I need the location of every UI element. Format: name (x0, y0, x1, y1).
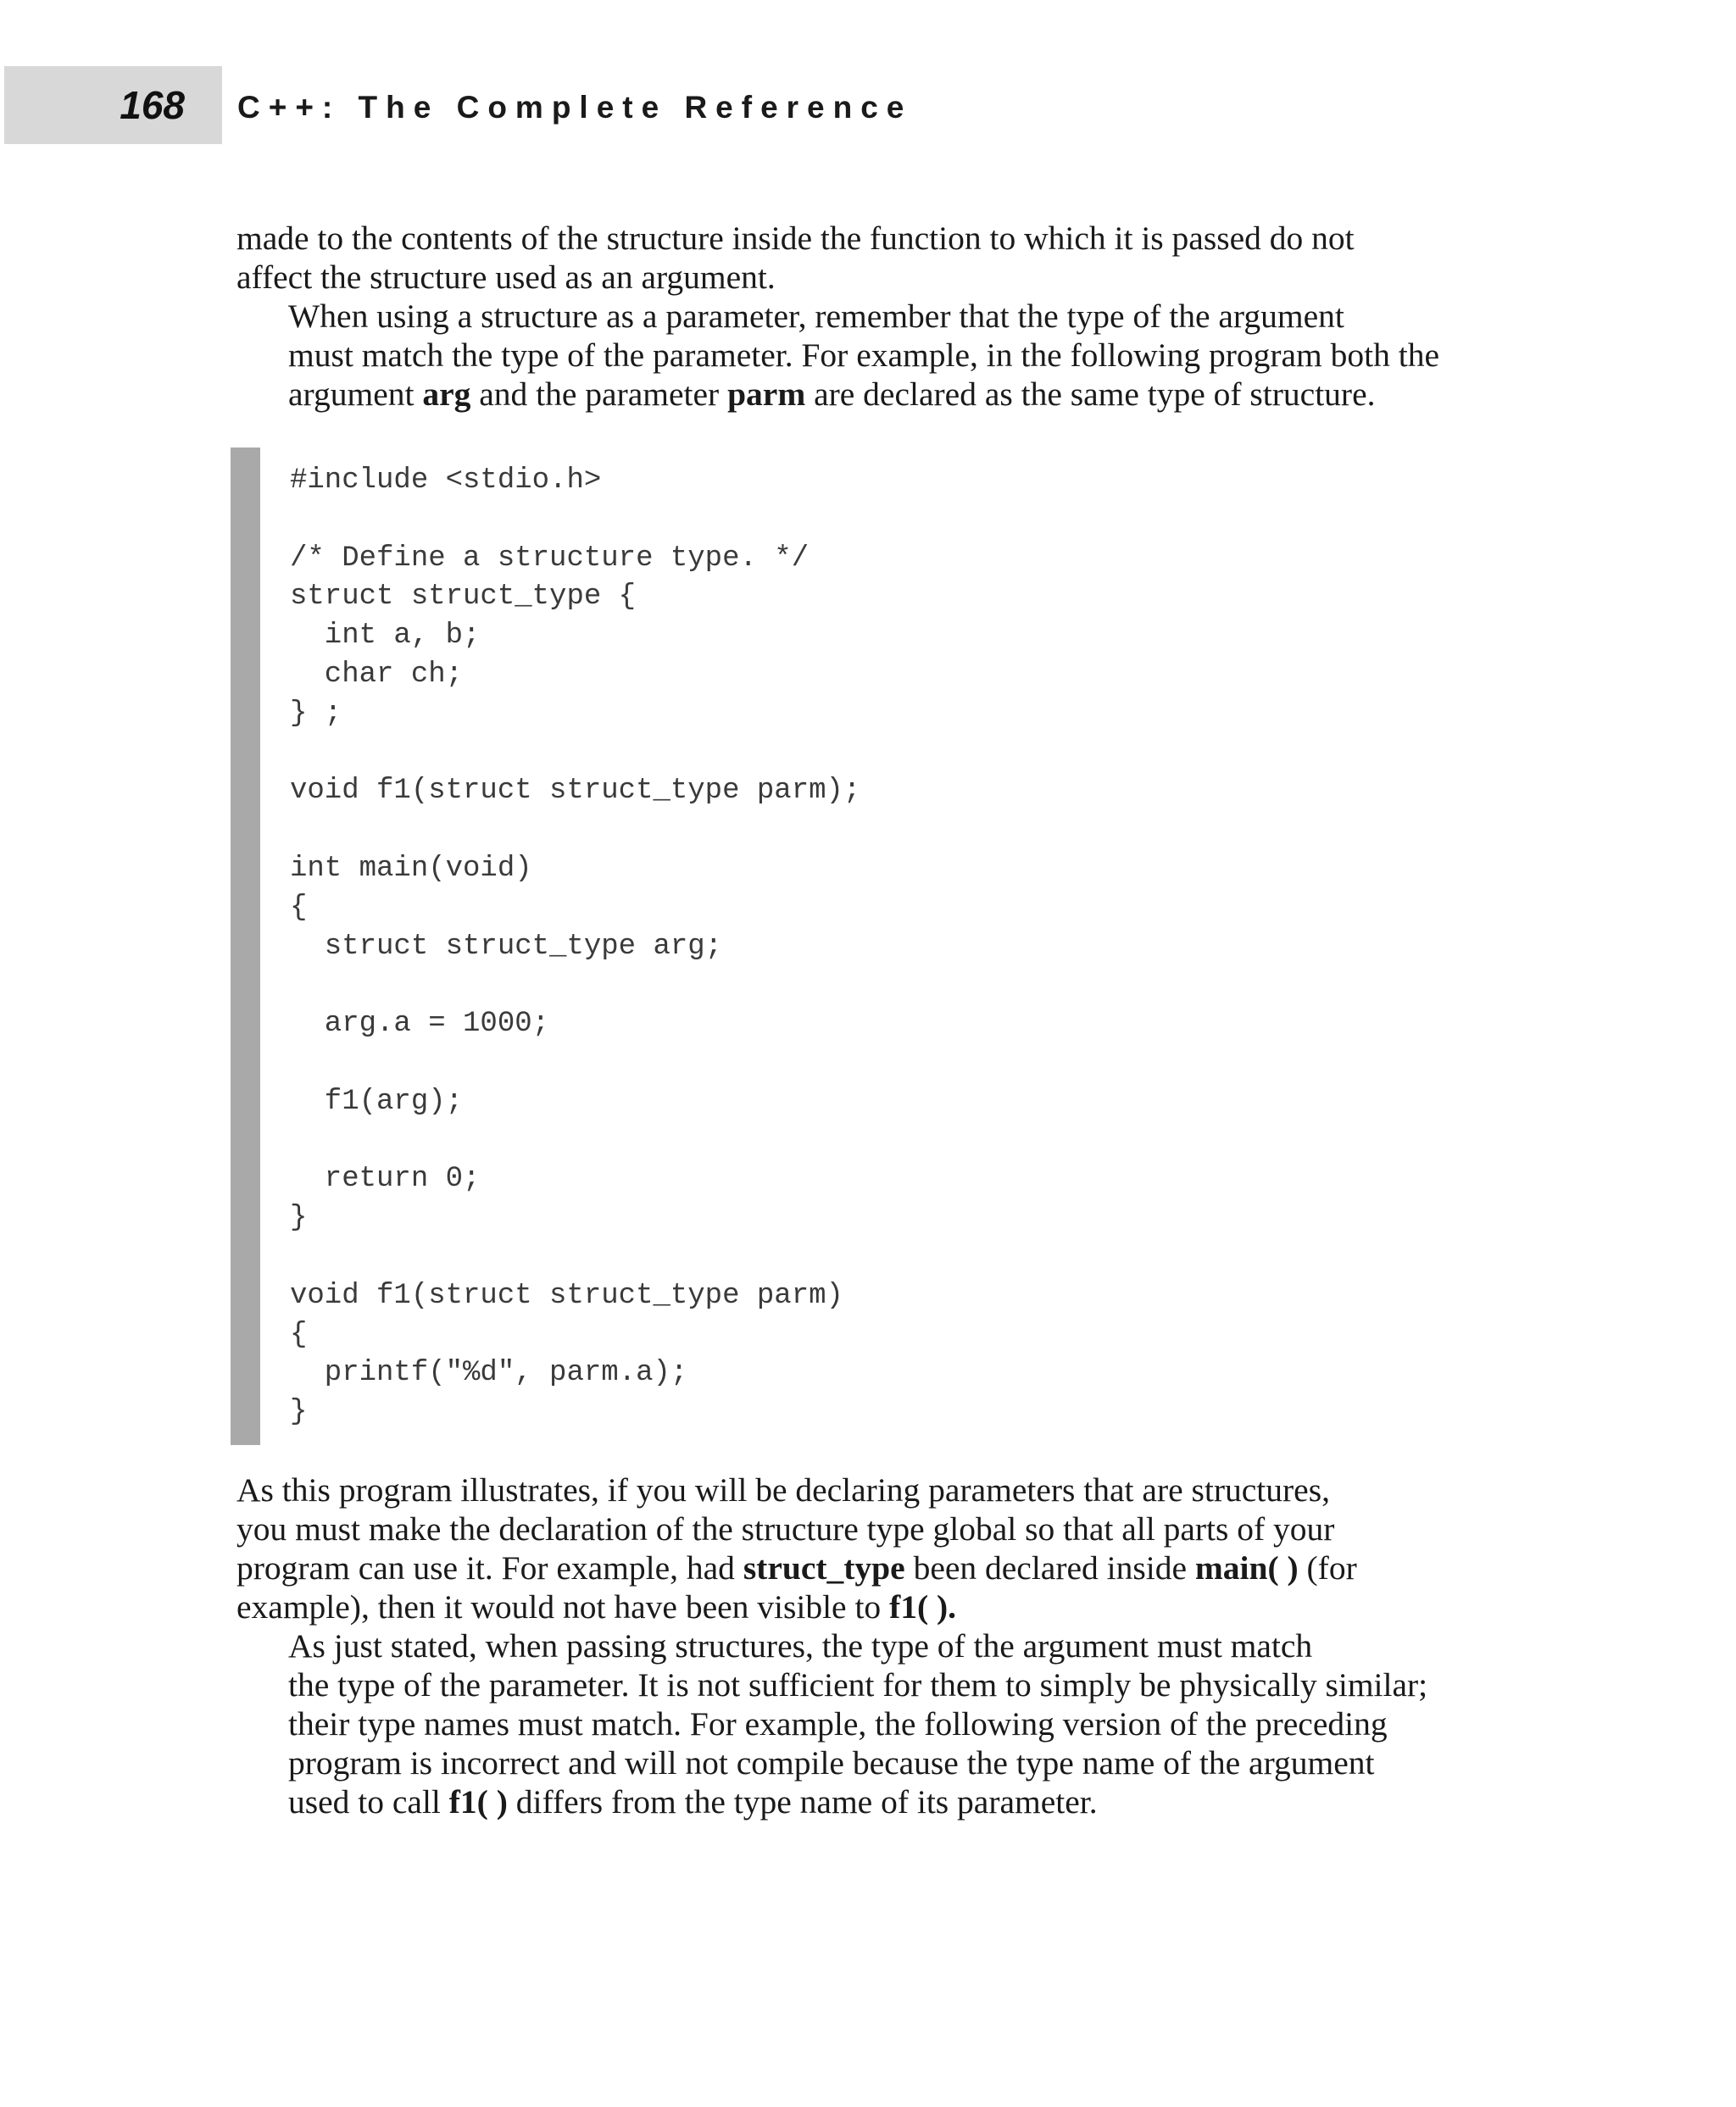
code-line: struct struct_type arg; (290, 930, 723, 963)
paragraph (236, 1470, 1491, 1626)
text-line: the type of the parameter. It is not sufficient for them to simply be physically similar; (288, 1666, 1428, 1704)
code-term-struct-type: struct_type (743, 1549, 905, 1587)
code-line: /* Define a structure type. */ (290, 542, 810, 575)
text-line: you must make the declaration of the structure type global so that all parts of your (236, 1510, 1335, 1548)
text-line: As just stated, when passing structures, the type of the argument must match (288, 1627, 1313, 1665)
text-line (236, 1782, 1491, 1821)
text-run: (for (1298, 1549, 1357, 1587)
code-line: int main(void) (290, 852, 532, 885)
code-line: int a, b; (290, 620, 481, 653)
text-run: program can use it. For example, had (236, 1549, 743, 1587)
code-line: { (290, 1318, 308, 1351)
code-line (290, 734, 860, 773)
text-line: their type names must match. For example, the following version of the preceding (288, 1705, 1388, 1743)
code-line (290, 966, 860, 1005)
code-term-parm: parm (727, 375, 806, 413)
intro-text (236, 219, 1491, 414)
text-line: made to the contents of the structure inside the function to which it is passed do not (236, 220, 1355, 257)
code-term-f1: f1( ) (448, 1783, 508, 1821)
page-number: 168 (120, 83, 185, 127)
text-run: and the parameter (470, 375, 728, 413)
text-run: are declared as the same type of structure. (805, 375, 1376, 413)
page-number-box (4, 66, 222, 144)
code-line: #include <stdio.h> (290, 464, 602, 497)
text-line: When using a structure as a parameter, remember that the type of the argument (288, 297, 1344, 335)
text-line: program is incorrect and will not compile because the type name of the argument (288, 1744, 1375, 1782)
code-line: void f1(struct struct_type parm) (290, 1279, 843, 1312)
text-run: differs from the type name of its parameter. (507, 1783, 1098, 1821)
text-line (236, 1587, 1491, 1626)
text-run: been declared inside (904, 1549, 1195, 1587)
code-listing (290, 462, 860, 1432)
code-line: { (290, 891, 308, 924)
text-line: must match the type of the parameter. For example, in the following program both the (288, 336, 1440, 374)
text-line: affect the structure used as an argument. (236, 259, 776, 296)
code-line: return 0; (290, 1163, 481, 1196)
code-line (290, 811, 860, 850)
text-run: used to call (288, 1783, 449, 1821)
outro-text (236, 1470, 1491, 1821)
code-line: printf("%d", parm.a); (290, 1357, 688, 1390)
text-run: argument (288, 375, 423, 413)
code-line: void f1(struct struct_type parm); (290, 775, 861, 808)
paragraph (236, 219, 1491, 297)
code-line: f1(arg); (290, 1085, 464, 1118)
code-listing-bar (231, 448, 260, 1445)
code-line: } ; (290, 697, 342, 730)
code-term-main: main( ) (1194, 1549, 1299, 1587)
text-line (236, 1548, 1491, 1587)
code-term-arg: arg (422, 375, 471, 413)
book-title: C++: The Complete Reference (237, 90, 913, 125)
text-run: example), then it would not have been visible to (236, 1588, 890, 1626)
paragraph (236, 297, 1491, 414)
code-line: char ch; (290, 658, 464, 691)
code-term-f1: f1( ). (889, 1588, 957, 1626)
code-line: arg.a = 1000; (290, 1008, 550, 1041)
paragraph (236, 1626, 1491, 1821)
text-line (236, 375, 1491, 414)
code-line: struct struct_type { (290, 581, 637, 614)
code-line (290, 1122, 860, 1161)
code-line: } (290, 1396, 308, 1429)
code-line (290, 1044, 860, 1083)
text-line: As this program illustrates, if you will be declaring parameters that are structures, (236, 1471, 1330, 1509)
code-line (290, 501, 860, 540)
code-line: } (290, 1202, 308, 1235)
code-line (290, 1238, 860, 1277)
